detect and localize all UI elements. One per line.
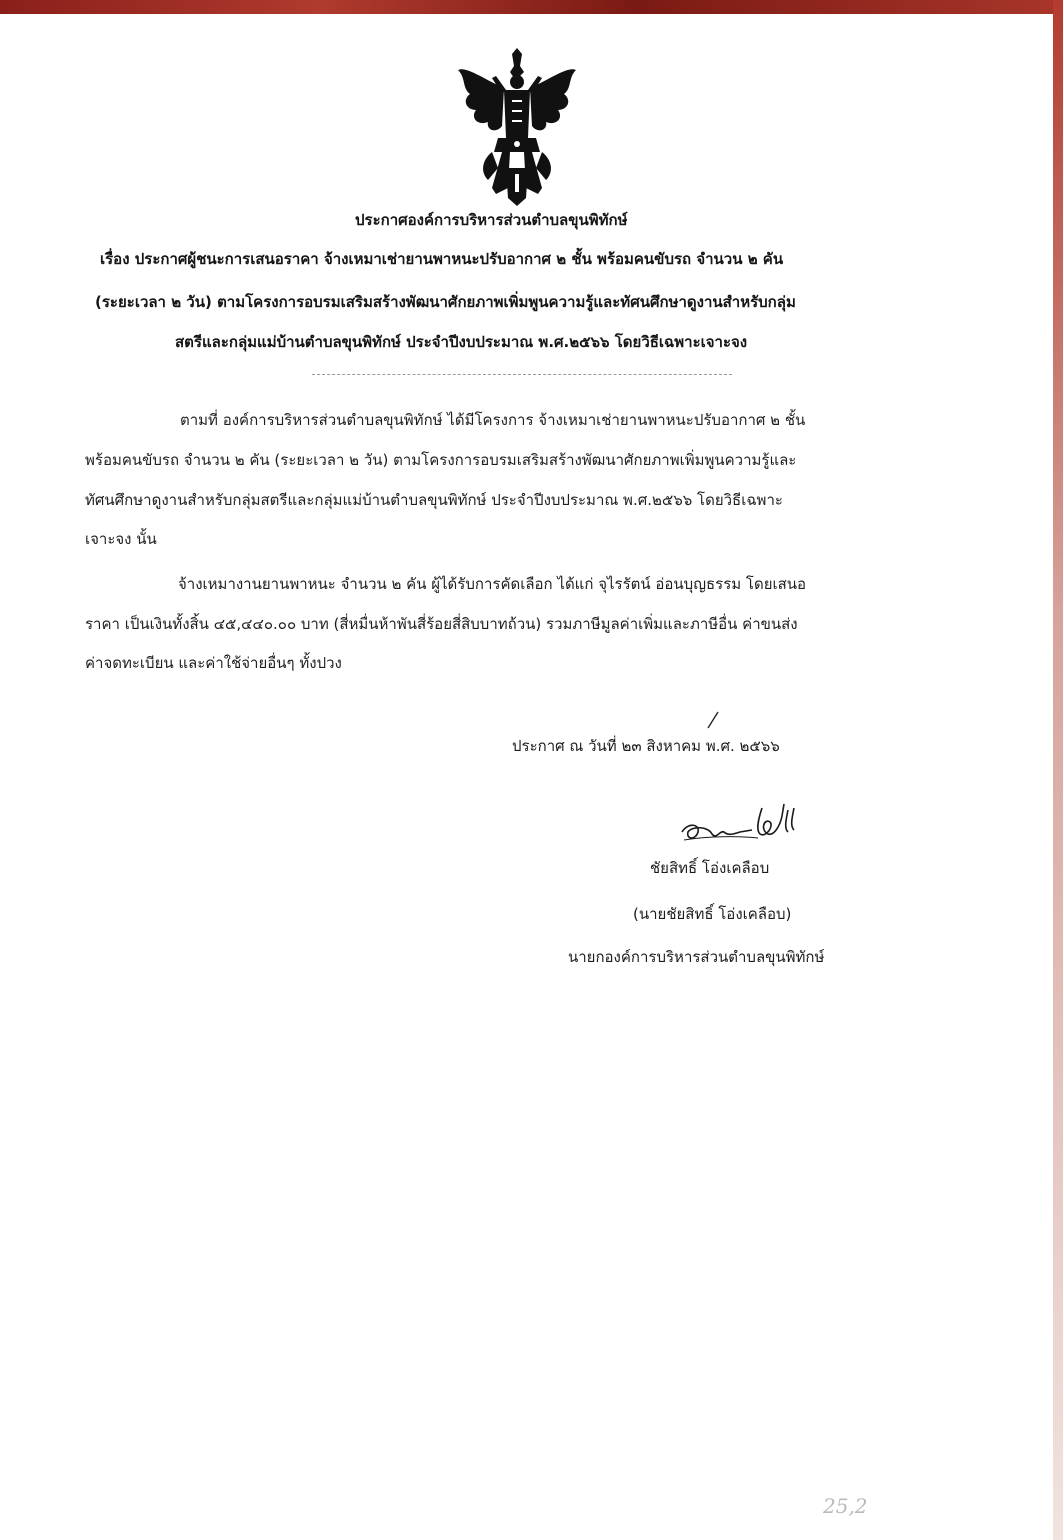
- subject-line-2: (ระยะเวลา ๒ วัน) ตามโครงการอบรมเสริมสร้างพัฒนาศักยภาพเพิ่มพูนความรู้และทัศนศึกษาดูงานสำหรับกลุ่ม: [95, 293, 796, 311]
- header-divider: [312, 374, 732, 375]
- signatory-name: ชัยสิทธิ์ โอ่งเคลือบ: [650, 859, 770, 877]
- paragraph-1-line-1: ตามที่ องค์การบริหารส่วนตำบลขุนพิทักษ์ ได้มีโครงการ จ้างเหมาเช่ายานพาหนะปรับอากาศ ๒ ชั้น: [180, 411, 806, 429]
- right-edge-strip: [1053, 0, 1063, 1540]
- top-edge-strip: [0, 0, 1063, 14]
- subject-line-3: สตรีและกลุ่มแม่บ้านตำบลขุนพิทักษ์ ประจำปีงบประมาณ พ.ศ.๒๕๖๖ โดยวิธีเฉพาะเจาะจง: [175, 333, 748, 351]
- announcement-date: ประกาศ ณ วันที่ ๒๓ สิงหาคม พ.ศ. ๒๕๖๖: [512, 737, 780, 755]
- handwritten-signature: [678, 796, 818, 856]
- paragraph-2-line-3: ค่าจดทะเบียน และค่าใช้จ่ายอื่นๆ ทั้งปวง: [85, 654, 342, 672]
- pen-tick-mark: [706, 710, 720, 730]
- paragraph-2-line-2: ราคา เป็นเงินทั้งสิ้น ๔๕,๔๔๐.๐๐ บาท (สี่หมื่นห้าพันสี่ร้อยสี่สิบบาทถ้วน) รวมภาษีมูลค่าเพิ่มและภาษีอื่น ค่าขนส่ง: [85, 615, 798, 633]
- signatory-full-name: (นายชัยสิทธิ์ โอ่งเคลือบ): [633, 905, 792, 923]
- page-pencil-mark: 25,2: [823, 1494, 868, 1518]
- garuda-emblem-icon: [452, 48, 582, 208]
- paragraph-1-line-2: พร้อมคนขับรถ จำนวน ๒ คัน (ระยะเวลา ๒ วัน) ตามโครงการอบรมเสริมสร้างพัฒนาศักยภาพเพิ่มพูนความรู้และ: [85, 451, 797, 469]
- document-page: [0, 14, 1053, 1540]
- signatory-position: นายกองค์การบริหารส่วนตำบลขุนพิทักษ์: [568, 948, 825, 966]
- paragraph-1-line-3: ทัศนศึกษาดูงานสำหรับกลุ่มสตรีและกลุ่มแม่บ้านตำบลขุนพิทักษ์ ประจำปีงบประมาณ พ.ศ.๒๕๖๖ โดยวิธีเฉพาะ: [85, 491, 783, 509]
- paragraph-1-line-4: เจาะจง นั้น: [85, 530, 157, 548]
- subject-line-1: เรื่อง ประกาศผู้ชนะการเสนอราคา จ้างเหมาเช่ายานพาหนะปรับอากาศ ๒ ชั้น พร้อมคนขับรถ จำนวน ๒ คัน: [100, 250, 784, 268]
- announcement-title: ประกาศองค์การบริหารส่วนตำบลขุนพิทักษ์: [355, 211, 628, 229]
- paragraph-2-line-1: จ้างเหมางานยานพาหนะ จำนวน ๒ คัน ผู้ได้รับการคัดเลือก ได้แก่ จุไรรัตน์ อ่อนบุญธรรม โดยเสนอ: [178, 575, 807, 593]
